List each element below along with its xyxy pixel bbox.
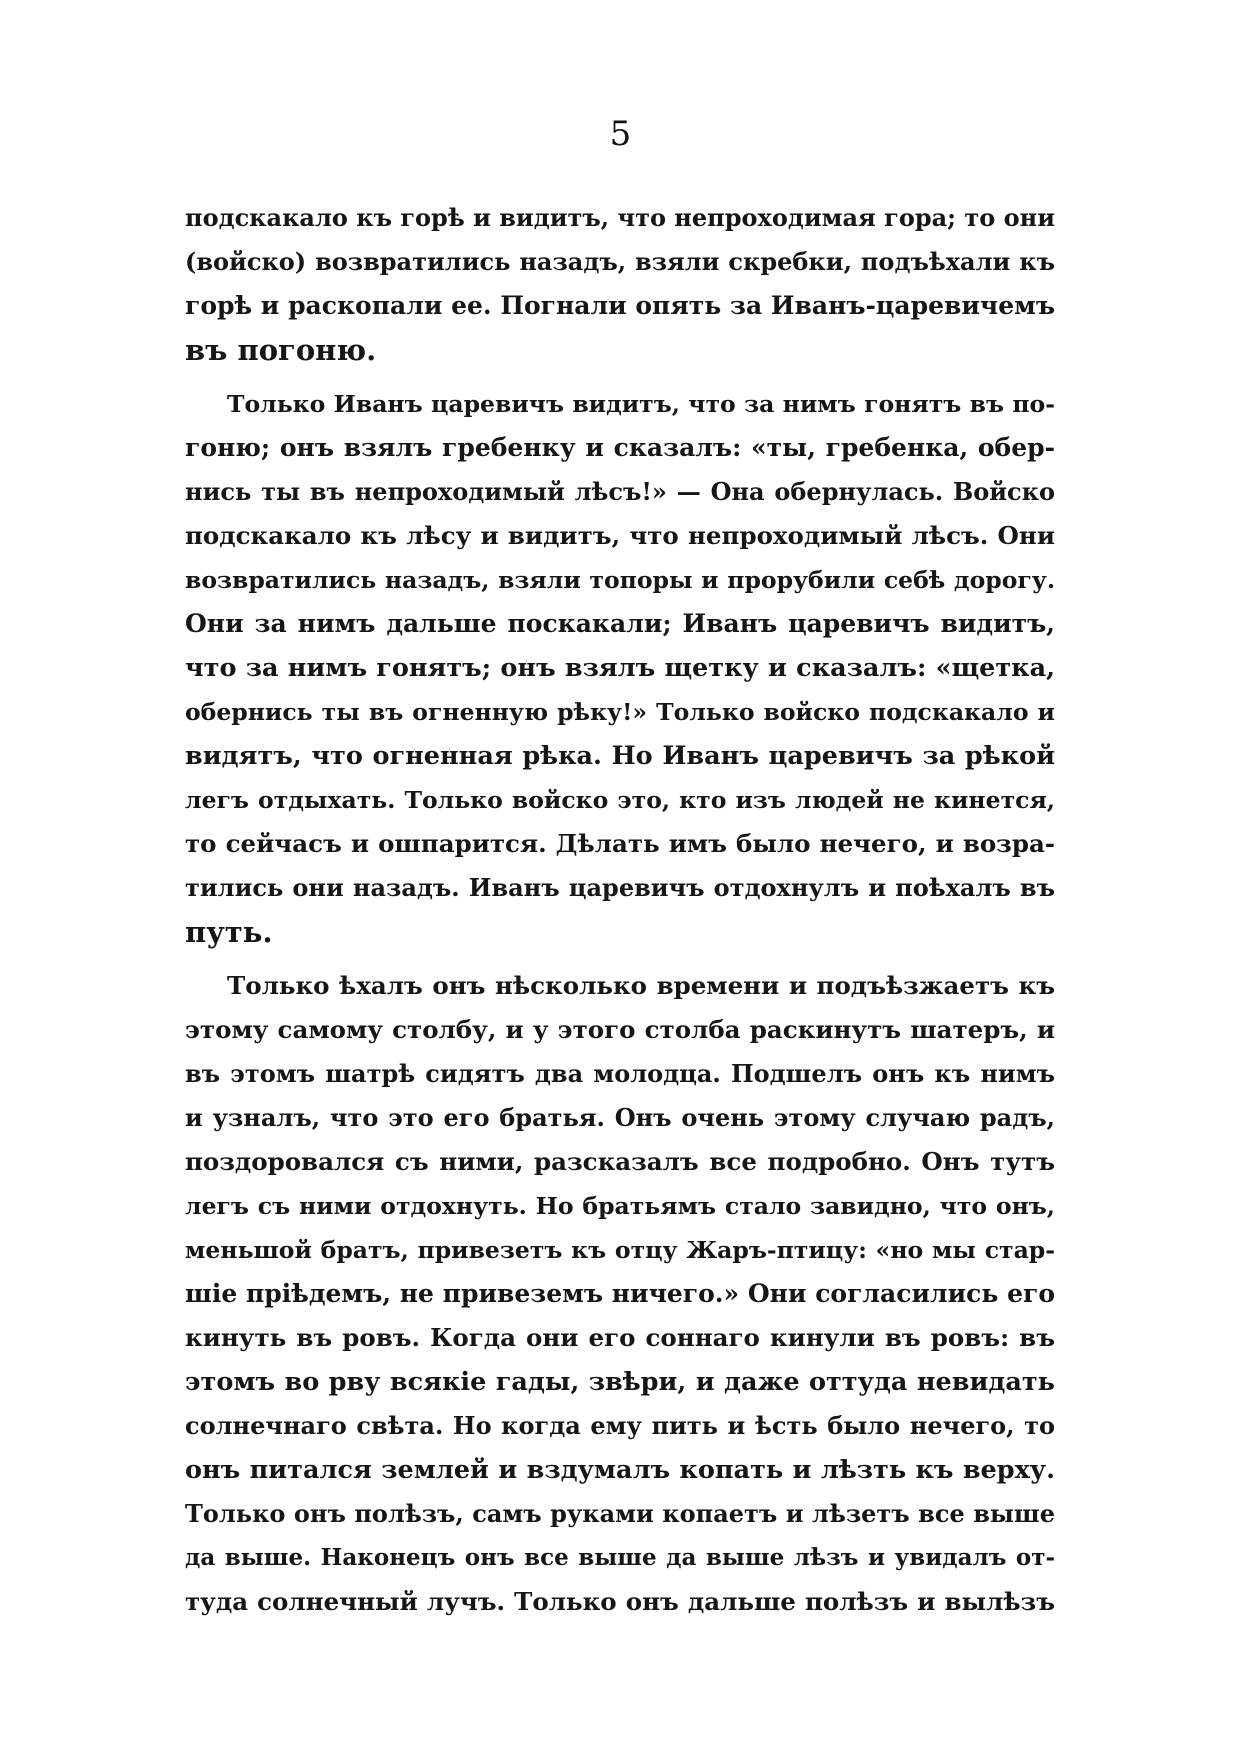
- text-line: туда солнечный лучъ. Только онъ дальше полѣзъ и вылѣзъ: [185, 1587, 1055, 1616]
- text-line: гоню; онъ взялъ гребенку и сказалъ: «ты, гребенка, обер-: [185, 433, 1055, 462]
- page-number: 5: [609, 114, 632, 154]
- text-line: возвратились назадъ, взяли топоры и прорубили себѣ дорогу.: [185, 566, 1055, 594]
- text-line: въ погоню.: [185, 333, 377, 367]
- text-line: въ этомъ шатрѣ сидятъ два молодца. Подшелъ онъ къ нимъ: [185, 1059, 1055, 1088]
- paragraph: [185, 964, 1055, 1624]
- text-line: тились они назадъ. Иванъ царевичъ отдохнулъ и поѣхалъ въ: [185, 873, 1055, 902]
- text-line: да выше. Наконецъ онъ все выше да выше лѣзъ и увидалъ от-: [185, 1544, 1055, 1571]
- text-line: меньшой братъ, привезетъ къ отцу Жаръ-птицу: «но мы стар-: [185, 1236, 1055, 1264]
- text-line: солнечнаго свѣта. Но когда ему пить и ѣсть было нечего, то: [185, 1411, 1055, 1440]
- paragraph: [185, 382, 1055, 954]
- paragraph: [185, 196, 1055, 372]
- text-line: обернись ты въ огненную рѣку!» Только войско подскакало и: [185, 698, 1055, 726]
- body-text: [185, 196, 1055, 1624]
- text-line: шіе пріѣдемъ, не привеземъ ничего.» Они согласились его: [185, 1279, 1055, 1308]
- text-line: поздоровался съ ними, разсказалъ все подробно. Онъ тутъ: [185, 1147, 1055, 1176]
- text-line: и узналъ, что это его братья. Онъ очень этому случаю радъ,: [185, 1103, 1055, 1132]
- text-line: подскакало къ горѣ и видитъ, что непроходимая гора; то они: [185, 203, 1055, 232]
- text-line: этому самому столбу, и у этого столба раскинутъ шатеръ, и: [185, 1015, 1055, 1044]
- text-line: горѣ и раскопали ее. Погнали опять за Иванъ-царевичемъ: [185, 291, 1055, 320]
- text-line: Только Иванъ царевичъ видитъ, что за нимъ гонятъ въ по-: [227, 390, 1055, 418]
- text-line: онъ питался землей и вздумалъ копать и лѣзть къ верху.: [185, 1455, 1055, 1485]
- text-line: подскакало къ лѣсу и видитъ, что непроходимый лѣсъ. Они: [185, 521, 1055, 550]
- text-line: путь.: [185, 915, 273, 949]
- text-line: легъ отдыхать. Только войско это, кто изъ людей не кинется,: [185, 786, 1055, 814]
- text-line: то сейчасъ и ошпарится. Дѣлать имъ было нечего, и возра-: [185, 829, 1055, 858]
- text-line: Они за нимъ дальше поскакали; Иванъ царевичъ видитъ,: [185, 609, 1055, 638]
- text-line: нись ты въ непроходимый лѣсъ!» — Она обернулась. Войско: [185, 477, 1055, 506]
- text-line: видятъ, что огненная рѣка. Но Иванъ царевичъ за рѣкой: [185, 741, 1055, 771]
- text-line: легъ съ ними отдохнуть. Но братьямъ стало завидно, что онъ,: [185, 1192, 1055, 1220]
- text-line: этомъ во рву всякіе гады, звѣри, и даже оттуда невидать: [185, 1367, 1055, 1397]
- text-line: (войско) возвратились назадъ, взяли скребки, подъѣхали къ: [185, 247, 1055, 276]
- text-line: Только онъ полѣзъ, самъ руками копаетъ и лѣзетъ все выше: [185, 1499, 1055, 1528]
- text-line: что за нимъ гонятъ; онъ взялъ щетку и сказалъ: «щетка,: [185, 653, 1055, 683]
- text-line: кинуть въ ровъ. Когда они его соннаго кинули въ ровъ: въ: [185, 1323, 1055, 1352]
- text-line: Только ѣхалъ онъ нѣсколько времени и подъѣзжаетъ къ: [227, 971, 1055, 1000]
